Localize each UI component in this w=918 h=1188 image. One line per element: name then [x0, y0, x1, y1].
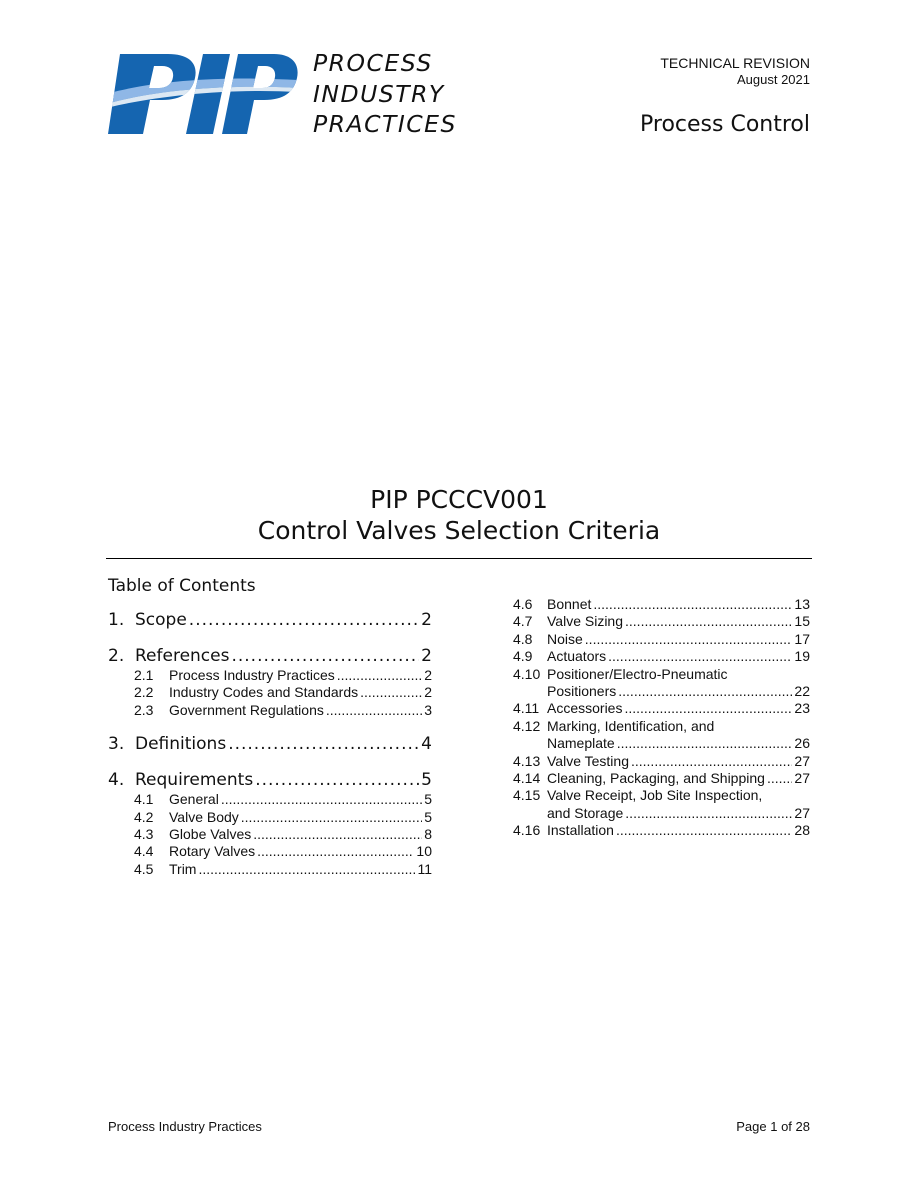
- toc-entry-title: Actuators: [547, 648, 607, 665]
- toc-entry-title: Valve Testing: [547, 752, 629, 769]
- toc-leader: [326, 702, 422, 719]
- toc-entry-number: 2.: [108, 646, 125, 666]
- toc-entry-page: 22: [794, 683, 810, 700]
- toc-entry-title-lead: Positioner/Electro-Pneumatic: [547, 665, 728, 682]
- toc-subentry[interactable]: [513, 822, 810, 839]
- toc-subentry[interactable]: [513, 631, 810, 648]
- toc-subentry[interactable]: [108, 843, 432, 860]
- toc-entry-number: 4.4: [134, 843, 154, 860]
- toc-entry-page: 23: [794, 700, 810, 717]
- logo-wordmark: [313, 48, 457, 140]
- toc-entry-title: Definitions: [135, 734, 227, 755]
- toc-subentry[interactable]: [108, 702, 432, 719]
- toc-leader: [625, 613, 792, 630]
- toc-entry-number: 2.3: [134, 701, 154, 718]
- toc-heading: Table of Contents: [108, 576, 256, 596]
- toc-entry-number: 2.1: [134, 667, 154, 683]
- toc-entry-page: 2: [421, 610, 432, 630]
- toc-entry-title: Bonnet: [547, 596, 592, 612]
- toc-entry-number: 4.14: [513, 770, 541, 787]
- toc-entry-page: 19: [794, 648, 810, 665]
- toc-subentry[interactable]: [513, 613, 810, 630]
- toc-subentry-lead[interactable]: [513, 666, 810, 683]
- toc-entry-number: 4.3: [134, 826, 154, 843]
- toc-entry-title: Rotary Valves: [169, 843, 256, 860]
- toc-entry-title: Nameplate: [547, 735, 615, 752]
- toc-leader: [228, 733, 419, 755]
- toc-leader: [616, 822, 792, 839]
- toc-entry-page: 26: [794, 735, 810, 752]
- toc-entry-title: Government Regulations: [169, 701, 324, 718]
- document-title: Control Valves Selection Criteria: [257, 516, 661, 545]
- toc-entry-number: 4.7: [513, 613, 533, 630]
- toc-right-column: [513, 596, 810, 840]
- toc-entry-number: 4.11: [513, 700, 540, 717]
- toc-entry-definitions[interactable]: [108, 733, 432, 755]
- toc-subentry-continuation[interactable]: [513, 805, 810, 822]
- toc-entry-number: 4.16: [513, 822, 541, 839]
- toc-entry-title: General: [169, 791, 219, 808]
- toc-subentry[interactable]: [108, 861, 432, 878]
- toc-subentry-lead[interactable]: [513, 787, 810, 804]
- toc-leader: [608, 648, 792, 665]
- toc-entry-title: Valve Sizing: [547, 613, 624, 630]
- toc-leader: [593, 596, 792, 613]
- document-number: PIP PCCCV001: [370, 485, 548, 514]
- toc-entry-number: 3.: [108, 734, 125, 755]
- revision-date: August 2021: [736, 72, 810, 87]
- toc-subentry-continuation[interactable]: [513, 683, 810, 700]
- toc-entry-number: 4.10: [513, 665, 541, 682]
- toc-leader: [360, 684, 422, 701]
- toc-entry-number: 4.9: [513, 648, 533, 665]
- toc-subentry[interactable]: [108, 667, 432, 684]
- toc-leader: [198, 861, 415, 878]
- revision-type: TECHNICAL REVISION: [660, 55, 810, 71]
- toc-entry-page: 5: [424, 791, 432, 808]
- toc-entry-requirements[interactable]: [108, 769, 432, 791]
- toc-entry-number: 4.13: [513, 752, 541, 769]
- toc-entry-number: 1.: [108, 610, 125, 630]
- toc-entry-number: 4.12: [513, 717, 541, 734]
- toc-entry-number: 4.15: [513, 787, 541, 804]
- toc-entry-number: 4.: [108, 770, 125, 791]
- toc-entry-page: 10: [416, 843, 432, 860]
- toc-leader: [189, 609, 419, 631]
- toc-entry-number: 4.1: [134, 791, 154, 808]
- toc-entry-title: Industry Codes and Standards: [169, 684, 359, 701]
- toc-entry-title: Globe Valves: [169, 826, 252, 843]
- toc-subentry[interactable]: [513, 753, 810, 770]
- revision-block: [660, 55, 810, 88]
- toc-subentry[interactable]: [513, 596, 810, 613]
- toc-entry-page: 3: [424, 701, 432, 718]
- toc-entry-title: and Storage: [547, 804, 624, 821]
- toc-subentry[interactable]: [513, 770, 810, 787]
- toc-entry-title: Process Industry Practices: [169, 667, 335, 683]
- toc-leader: [767, 770, 792, 787]
- toc-subentry[interactable]: [108, 791, 432, 808]
- toc-leader: [231, 645, 419, 667]
- toc-leader: [253, 826, 422, 843]
- toc-entry-page: 28: [794, 822, 810, 839]
- toc-entry-page: 2: [424, 684, 432, 701]
- toc-entry-title: Positioners: [547, 683, 617, 700]
- toc-entry-title: Trim: [169, 860, 197, 877]
- toc-entry-title-lead: Valve Receipt, Job Site Inspection,: [547, 787, 763, 804]
- toc-leader: [337, 667, 422, 684]
- toc-entry-page: 17: [794, 630, 810, 647]
- toc-entry-title: Installation: [547, 822, 614, 839]
- toc-entry-page: 4: [421, 734, 432, 755]
- toc-entry-references[interactable]: [108, 645, 432, 667]
- pip-logo-mark: [106, 50, 298, 138]
- toc-entry-page: 27: [794, 770, 810, 787]
- toc-entry-number: 4.2: [134, 808, 154, 825]
- toc-left-column: [108, 609, 432, 878]
- toc-entry-number: 4.5: [134, 860, 154, 877]
- toc-entry-page: 15: [794, 613, 810, 630]
- toc-subentry[interactable]: [513, 648, 810, 665]
- toc-entry-page: 8: [424, 826, 432, 843]
- toc-entry-number: 4.6: [513, 596, 533, 612]
- toc-subentry-continuation[interactable]: [513, 735, 810, 752]
- toc-subentry[interactable]: [108, 809, 432, 826]
- toc-entry-page: 11: [417, 860, 432, 877]
- toc-leader: [221, 791, 422, 808]
- document-title-block: [0, 484, 918, 546]
- toc-leader: [241, 809, 422, 826]
- toc-leader: [585, 631, 793, 648]
- logo-line: PRACTICES: [313, 110, 457, 138]
- toc-entry-title: References: [135, 646, 230, 666]
- toc-leader: [631, 753, 792, 770]
- toc-leader: [257, 843, 414, 860]
- toc-entry-title: Cleaning, Packaging, and Shipping: [547, 770, 765, 787]
- toc-subentry[interactable]: [108, 826, 432, 843]
- toc-subentry[interactable]: [513, 700, 810, 717]
- toc-entry-page: 27: [794, 752, 810, 769]
- toc-entry-number: 2.2: [134, 684, 154, 701]
- logo-line: INDUSTRY: [313, 79, 445, 108]
- toc-leader: [618, 683, 792, 700]
- document-category: Process Control: [640, 112, 810, 137]
- toc-leader: [617, 735, 793, 752]
- toc-entry-title: Valve Body: [169, 808, 239, 825]
- toc-subentry-lead[interactable]: [513, 718, 810, 735]
- toc-leader: [624, 700, 792, 717]
- toc-entry-page: 2: [421, 646, 432, 666]
- title-divider: [106, 558, 812, 559]
- logo-line: PROCESS: [313, 49, 433, 77]
- toc-leader: [625, 805, 792, 822]
- toc-entry-page: 5: [421, 770, 432, 791]
- toc-entry-number: 4.8: [513, 630, 533, 647]
- toc-entry-page: 13: [794, 596, 810, 612]
- toc-entry-title: Accessories: [547, 700, 623, 717]
- toc-entry-page: 27: [794, 804, 810, 821]
- toc-leader: [255, 769, 419, 791]
- toc-entry-title: Requirements: [135, 770, 254, 791]
- toc-entry-page: 2: [424, 667, 432, 683]
- toc-subentry[interactable]: [108, 684, 432, 701]
- footer-publisher: Process Industry Practices: [108, 1119, 262, 1134]
- toc-entry-title: Scope: [135, 610, 187, 630]
- toc-entry-title-lead: Marking, Identification, and: [547, 717, 715, 734]
- toc-entry-title: Noise: [547, 630, 583, 647]
- toc-entry-page: 5: [424, 808, 432, 825]
- toc-entry-scope[interactable]: [108, 609, 432, 631]
- footer-page-number: Page 1 of 28: [736, 1119, 810, 1134]
